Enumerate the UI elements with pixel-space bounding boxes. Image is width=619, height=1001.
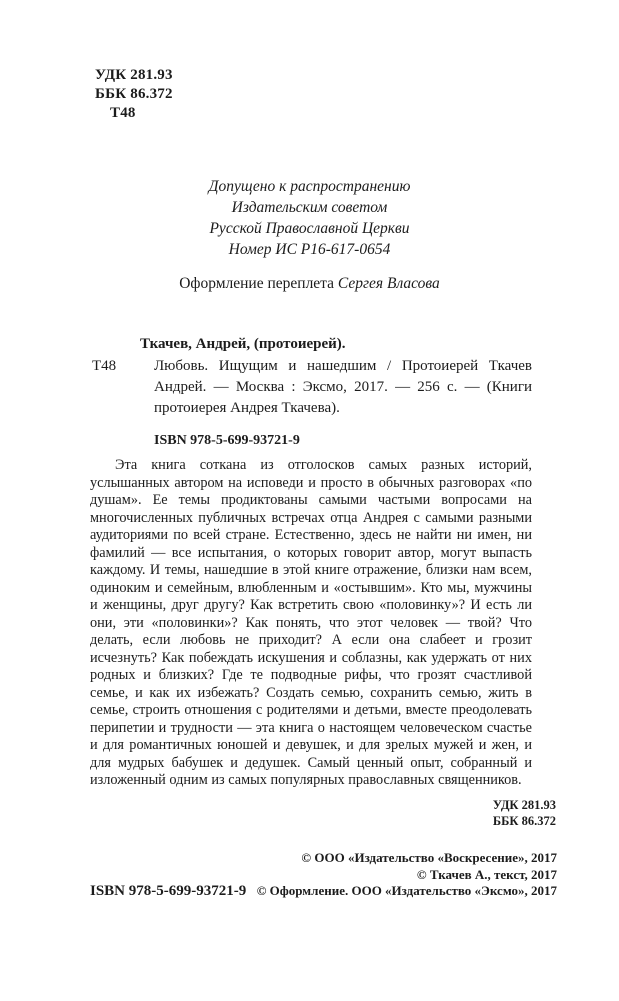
author-sign-catalog: Т48 [92,358,117,374]
church-approval-block [0,176,619,260]
udk-code-top: УДК 281.93 [95,67,173,83]
copyright-line-design: © Оформление. ООО «Издательство «Эксмо», 2017 [256,883,557,898]
imprint-bottom-row [90,850,557,900]
catalog-author-heading: Ткачев, Андрей, (протоиерей). [140,336,346,352]
book-annotation: Эта книга соткана из отголосков самых разных историй, услышанных автором на исповеди и просто в обычных разговорах «по душам». Ее темы продиктованы самыми частыми вопросами на многочисленных публичных встречах отца Андрея с самыми разными аудиториями по всей стране. Естественно, здесь не найти ни имен, ни фамилий — все испытания, о которых говорит автор, могут выпасть каждому. И темы, нашедшие в этой книге отражение, близки нам всем, одиноким и семейным, влюбленным и «остывшим». Кто мы, мужчины и женщины, друг другу? Как встретить свою «половинку»? И есть ли они, эти «половинки»? Как понять, что этот человек — твой? Что делать, если любовь не приходит? А если она слабеет и грозит исчезнуть? Как побеждать искушения и соблазны, как удержать от них родных и близких? Где те подводные рифы, что грозят счастливой семье, и как их избежать? Создать семью, сохранить семью, жить в семье, строить отношения с родителями и детьми, вместе преодолевать перипетии и трудности — эта книга о настоящем человеческом счастье и для романтичных юношей и девушек, и для зрелых мужей и жен, и для мудрых бабушек и дедушек. Самый ценный опыт, собранный и изложенный одним из самых популярных православных священников. [90,457,532,788]
copyright-line-author: © Ткачев А., текст, 2017 [416,866,557,882]
design-credit-label: Оформление переплета [179,275,338,292]
isbn-bottom: ISBN 978-5-699-93721-9 [90,882,247,899]
isbn-catalog: ISBN 978-5-699-93721-9 [154,433,300,448]
design-credit-name: Сергея Власова [337,275,440,292]
copyright-block [257,850,557,900]
approval-number: Номер ИС Р16-617-0654 [228,241,391,258]
bbk-code-bottom: ББК 86.372 [492,813,556,828]
approval-line-2: Издательским советом [231,199,388,216]
approval-line-3: Русской Православной Церкви [209,220,410,237]
bbk-code-top: ББК 86.372 [95,86,173,102]
copyright-line-publisher: © ООО «Издательство «Воскресение», 2017 [301,850,557,865]
catalog-entry [92,356,532,419]
author-sign-top: Т48 [110,105,136,121]
approval-line-1: Допущено к распространению [208,178,411,195]
catalog-entry-text: Любовь. Ищущим и нашедшим / Протоиерей Ткачев Андрей. — Москва : Эксмо, 2017. — 256 с. — (Книги протоиерея Андрея Ткачева). [154,358,532,416]
cover-design-credit [0,274,619,293]
udk-code-bottom: УДК 281.93 [492,797,556,812]
classification-codes-top [95,66,619,123]
classification-codes-bottom [0,797,556,829]
